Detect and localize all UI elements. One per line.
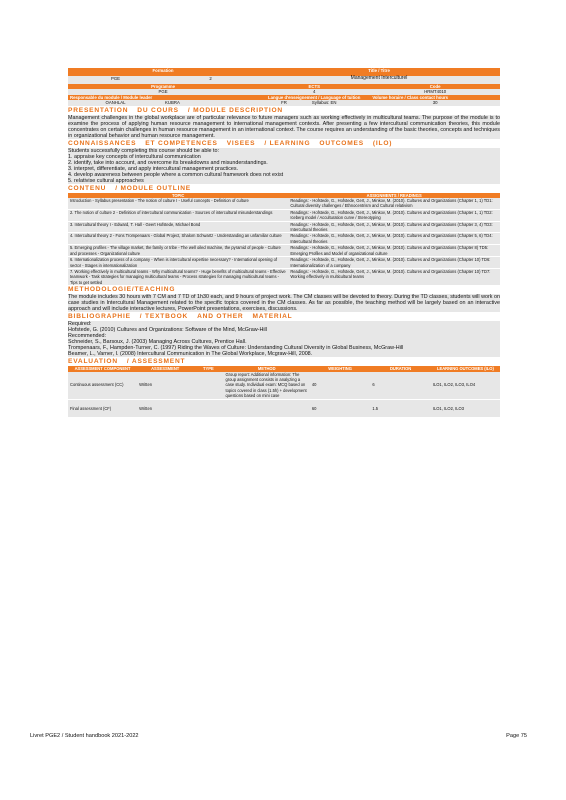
section-title-presentation: PRESENTATION DU COURS / MODULE DESCRIPTION [68, 106, 283, 114]
section-title-evaluation: EVALUATION / ASSESSMENT [68, 358, 186, 366]
eval-ilo: ILO1, ILO2, ILO3 [432, 405, 465, 411]
outline-topic: 5. Emerging profiles - The village market, the family or tribe - The well oiled machine, the pyramid of people - Culture and processes - Organizational culture [70, 245, 281, 256]
eval-header-type: TYPE [203, 366, 214, 372]
table-row [68, 198, 500, 209]
section-title-outcomes: CONNAISSANCES ET COMPETENCES VISEES / LEARNING OUTCOMES (ILO) [68, 139, 393, 147]
footer-page-number: Page 75 [506, 733, 527, 739]
outline-topic: 2. The notion of culture 2 - Definition of intercultural communication - Sources of intercultural misunderstandings [70, 209, 273, 215]
program-value: PGE [110, 76, 121, 81]
table-row [68, 209, 500, 221]
outline-topic: Introduction - Syllabus presentation - The notion of culture I - Useful concepts - Definition of culture [70, 198, 249, 204]
section-title-methodology: METHODOLOGIE/TEACHING [68, 286, 176, 294]
eval-component: Final assessment (CF) [70, 405, 112, 411]
outline-reading: Readings: - Hofstede, G., Hofstede, Gert, J., Minkov, M. (2010). Cultures and Organizations (Chapter 8) TD5: Emerging Profiles and Model of organizational culture [290, 245, 489, 256]
leader-name: OANHLAL [105, 100, 126, 106]
eval-type [193, 372, 223, 400]
outline-readings-header: ASSIGNMENTS / READINGS [366, 192, 422, 198]
course-sheet [68, 68, 500, 417]
section-title-bibliography: BIBLIOGRAPHIE / TEXTBOOK AND OTHER MATERIAL [68, 313, 293, 321]
table-row [68, 399, 500, 417]
bibliography [68, 321, 500, 357]
language-label: Langue d'enseignement / Language of tuition [267, 94, 361, 100]
outline-reading: Readings: - Hofstede, G., Hofstede, Gert, J., Minkov, M. (2010). Cultures and Organizations (Chapter 10) TD7: Working effectively in multicultural teams [290, 268, 491, 280]
code-label: Code [429, 84, 441, 89]
eval-header-component: ASSESSMENT COMPONENT [74, 366, 131, 372]
level-value: 2 [209, 76, 212, 81]
footer-handbook-label: Livret PGE2 / Student handbook 2021-2022 [30, 733, 139, 739]
section-title-outline: CONTENU / MODULE OUTLINE [68, 184, 192, 192]
eval-component: Continuous assessment (CC) [70, 382, 124, 388]
outcome-item: 4. develop awareness between people where a common cultural framework does not exist [68, 171, 284, 178]
table-row [68, 233, 500, 245]
eval-method [224, 399, 310, 417]
eval-header-ilo: LEARNING OUTCOMES (ILO) [436, 366, 494, 372]
outline-reading: Readings: - Hofstede, G., Hofstede, Gert, J., Minkov, M. (2010). Cultures and Organizations (Chapter 10) TD6: Internationalization of a company [290, 257, 491, 268]
table-row [68, 257, 500, 269]
syllabus-language: Syllabus: EN [311, 100, 337, 106]
outline-reading: Readings: - Hofstede, G., Hofstede, Gert, J., Minkov, M. (2010). Cultures and Organizations (Chapter 3, 4) TD3: Intercultural theories [290, 221, 493, 233]
biblio-heading: Recommended: [68, 333, 107, 340]
eval-header-duration: DURATION [389, 366, 412, 372]
outcome-item: 3. interpret, differentiate, and apply intercultural management practices. [68, 165, 239, 172]
module-leader-label: Responsable du module / Module leader [70, 94, 153, 100]
outline-topic: 3. Intercultural theory I - Edward, T. Hall - Geert Hofstede, Michael Bond [70, 221, 201, 227]
biblio-entry: Beamer, L., Varner, I. (2008) Intercultural Communication in The Global Workplace, Mcgraw-Hill, 2008. [68, 351, 313, 358]
eval-header-assessment: ASSESSMENT [151, 366, 180, 372]
ects-value: 4 [313, 89, 316, 95]
learning-outcomes [68, 148, 500, 184]
evaluation-table [68, 366, 500, 417]
eval-header-weighting: WEIGHTING [328, 366, 352, 372]
outline-topic: 7. Working effectively in multicultural teams - Why multicultural teams? - Huge benefits of multicultural teams - Effective teamwork - Task strategies for managing multicultural teams - Process strategies for managing multicultural teams - Tips to get settled [70, 268, 286, 285]
eval-weighting: 60 [311, 405, 317, 411]
language-value: FR [281, 100, 287, 106]
leader-name2: KUBRA [165, 100, 180, 106]
table-row [68, 245, 500, 257]
outcome-item: 1. appraise key concepts of intercultural communication [68, 153, 201, 160]
eval-header-method: METHOD [257, 366, 276, 372]
formation-label: Formation [152, 68, 174, 73]
eval-assessment: Written [139, 405, 153, 411]
table-row [68, 221, 500, 233]
module-description: Management challenges in the global workplace are of particular relevance to future managers such as working effectively in multicultural teams. The purpose of the module is to examine the process of applying human resource management to international management contexts. After presenting a few intercultural communication theories, this module concentrates on certain challenges in human resource management in an international context. The course requires an understanding of the basic theories, concepts and techniques in organizational behavior and human resource management. [68, 114, 500, 139]
programme-label: Programme [151, 84, 175, 89]
eval-weighting: 40 [311, 382, 317, 388]
biblio-entry: Schneider, S., Barsoux, J. (2003) Managing Across Cultures, Prentice Hall. [68, 339, 247, 346]
outline-topic: 6. Internationalization process of a company - When is intercultural expertise necessary? - International opening of sector - Stages in internationalization [70, 257, 278, 268]
outcome-item: 2. identify, take into account, and overcome its breakdowns and misunderstandings. [68, 159, 268, 166]
teaching-methodology: The module includes 30 hours with 7 CM and 7 TD of 1h30 each, and 9 hours of project work. The CM classes will be devoted to theory. During the TD classes, students will work on case studies in Intercultural Management related to the specific topics covered in the CM classes. As far as possible, the teaching method will be largely based on an interactive approach and will include interactive lectures, PowerPoint presentations, exercises, discussions. [68, 294, 500, 313]
biblio-heading: Required: [68, 321, 92, 328]
ects-label: ECTS [308, 84, 320, 89]
programme-value: PGE [158, 89, 168, 95]
outline-topic: 4. Intercultural theory 2 - Fons Trompenaars - Global Project, Shalom Schwartz - Understanding an unfamiliar culture [70, 233, 282, 239]
outline-reading: Readings: - Hofstede, G., Hofstede, Gert, J., Minkov, M. (2010). Cultures and Organizations (Chapter 1, 1) TD1: Cultural diversity challenges / Ethnocentrism and Cultural relativism [290, 198, 493, 209]
course-title: Management Interculturel [350, 75, 408, 81]
table-row [68, 268, 500, 285]
outcome-item: 5. relativise cultural approaches [68, 177, 144, 184]
eval-duration: 1.5 [372, 405, 379, 411]
code-value: HRMT4010 [424, 89, 447, 95]
page-footer [30, 733, 527, 739]
eval-duration: 6 [372, 382, 375, 388]
eval-method: Group report: Additional information: The group assignment consists in analyzing a case study. Individual exam: MCQ based on topics covered in class (1.5h) + development questions based on mini case [225, 371, 307, 399]
table-row [68, 372, 500, 400]
outline-reading: Readings: - Hofstede, G., Hofstede, Gert, J., Minkov, M. (2010). Cultures and Organizations (Chapter 5, 6) TD4: Intercultural theories [290, 233, 493, 244]
hours-value: 30 [432, 100, 438, 106]
course-header-table [68, 68, 500, 106]
eval-ilo: ILO1, ILO2, ILO3, ILO4 [432, 382, 476, 388]
biblio-entry: Hofstede, G. (2010) Cultures and Organizations: Software of the Mind, McGraw-Hill [68, 327, 267, 334]
outline-reading: Readings: - Hofstede, G., Hofstede, Gert, J., Minkov, M. (2010). Cultures and Organizations (Chapter 1, 1) TD2: Iceberg model / Acculturation curve / Stereotyping [290, 209, 493, 221]
eval-assessment: Written [139, 382, 153, 388]
eval-type [193, 399, 223, 417]
outline-topic-header: TOPIC [171, 192, 185, 198]
outcome-intro: Students successfully completing this course should be able to: [68, 147, 220, 154]
biblio-entry: Trompenaars, F., Hampden-Turner, C. (1997) Riding the Waves of Culture: Understanding Cultural Diversity in Global Business, McGraw-Hill [68, 345, 404, 352]
hours-label: Volume horaire / Class contact hours [372, 94, 449, 100]
outline-table [68, 193, 500, 286]
title-label: Title / Titre [368, 68, 390, 73]
